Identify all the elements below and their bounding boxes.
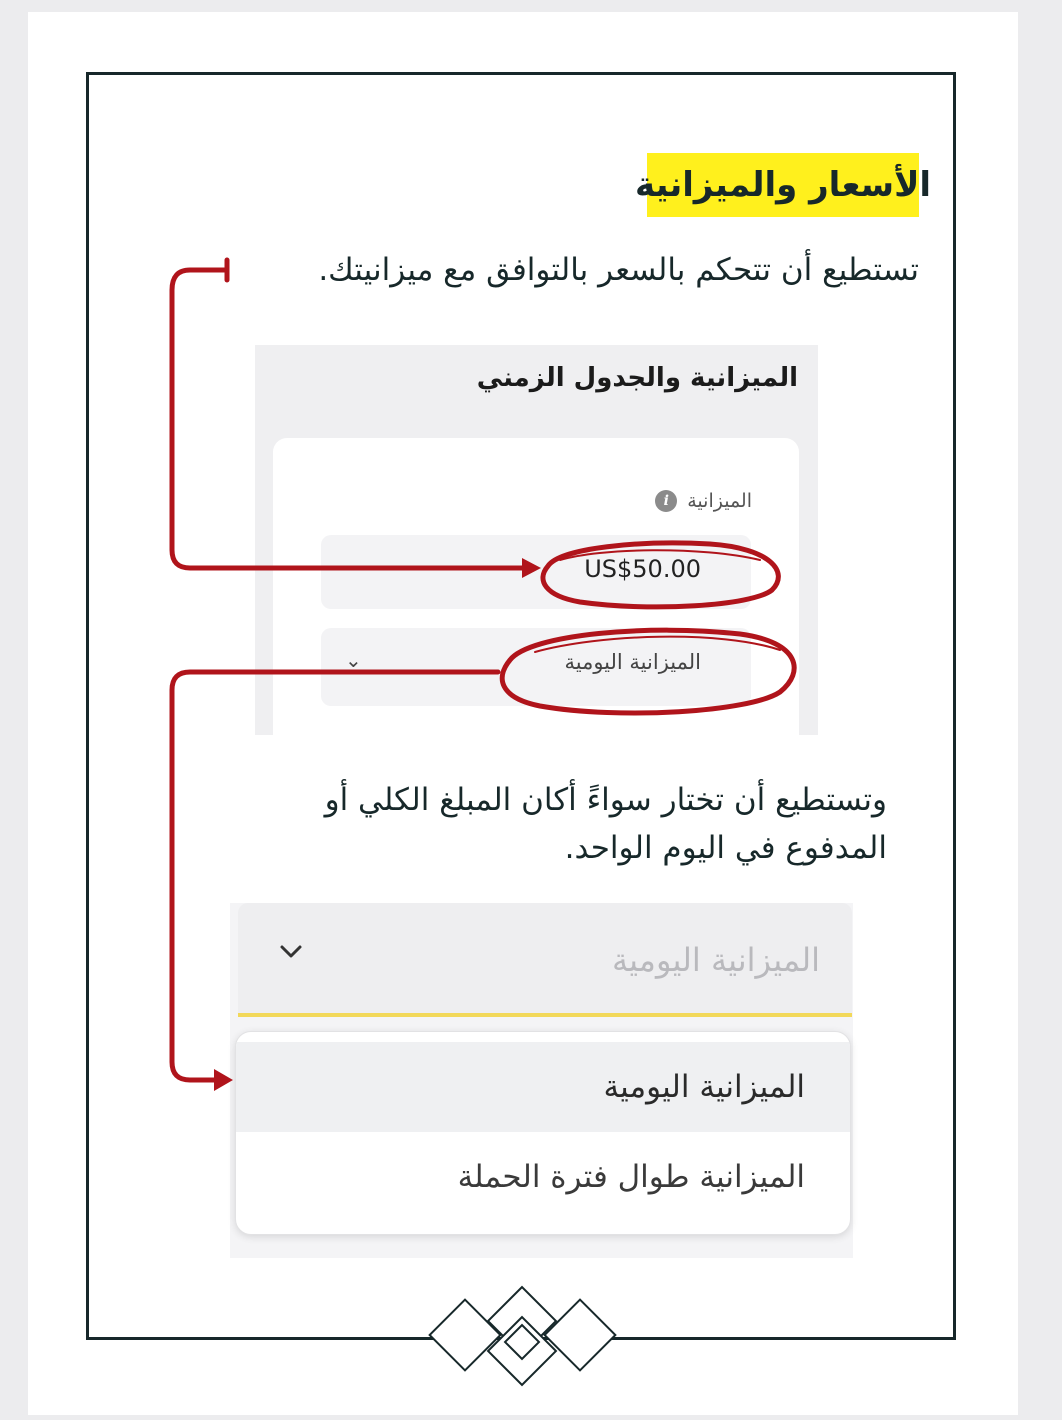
budget-type-value: الميزانية اليومية [564,650,701,674]
amount-circle [543,543,778,607]
budget-amount-value: US$50.00 [584,555,701,583]
budget-dropdown-placeholder: الميزانية اليومية [611,941,820,979]
option-lifetime-budget[interactable]: الميزانية طوال فترة الحملة [457,1159,805,1195]
budget-schedule-title: الميزانية والجدول الزمني [476,363,798,393]
page-title: الأسعار والميزانية [634,165,932,205]
paragraph-budget-choice: وتستطيع أن تختار سواءً أكان المبلغ الكلي أو المدفوع في اليوم الواحد. [324,782,887,866]
arrow-to-amount [172,270,525,568]
paragraph-price-control: تستطيع أن تتحكم بالسعر بالتوافق مع ميزانيتك. [318,252,919,288]
arrow-to-option [172,672,498,1080]
budget-label-text: الميزانية [687,490,752,512]
geometric-ornament [430,1287,616,1385]
arrow-right-icon [522,558,541,578]
chevron-down-icon: ⌄ [345,648,362,672]
arrow-right-icon [214,1069,233,1091]
option-daily-budget[interactable]: الميزانية اليومية [236,1042,850,1132]
info-icon[interactable]: i [655,490,677,512]
